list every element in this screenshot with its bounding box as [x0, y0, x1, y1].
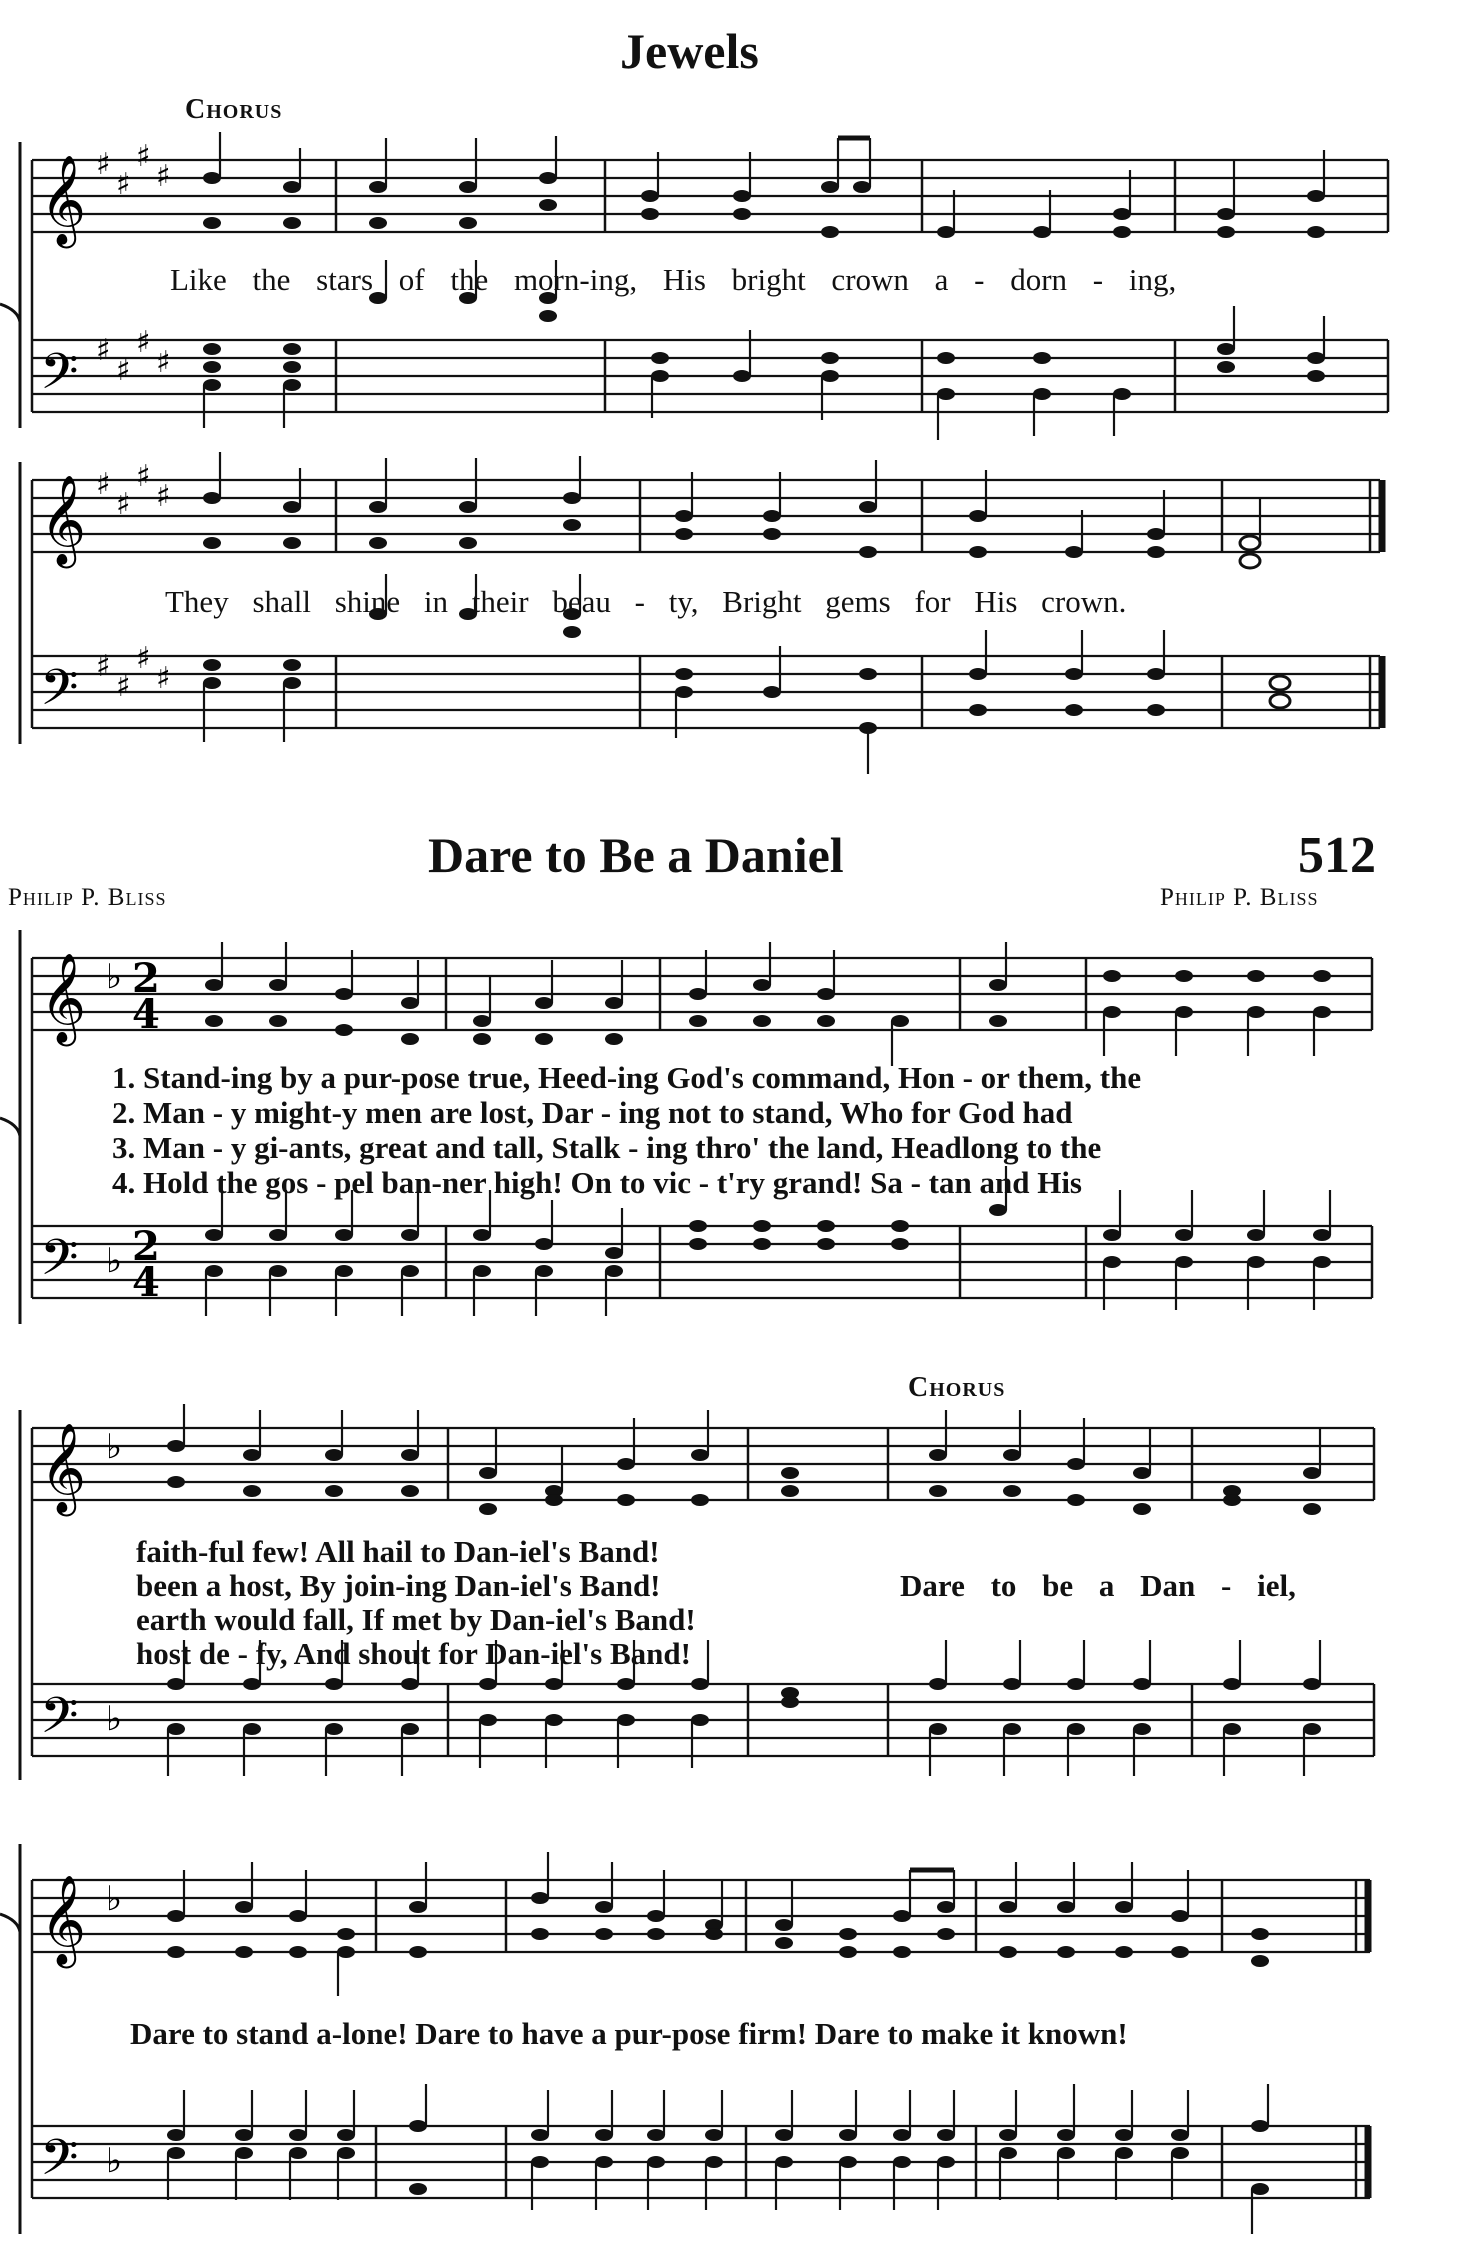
verse-4-line-b: host de - fy, And shout for Dan-iel's Band! — [136, 1636, 691, 1671]
treble-clef-icon: 𝄞 — [40, 1423, 87, 1513]
jewels-lyric-line-1: Like the stars of the morn-ing, His bright crown a - dorn - ing, — [170, 262, 1177, 297]
bass-clef-icon: 𝄢 — [40, 1229, 79, 1299]
key-signature-flat-icon: ♭ — [106, 1241, 123, 1281]
svg-text:♯: ♯ — [96, 333, 111, 368]
verse-2-line-a: 2. Man - y might-y men are lost, Dar - ing not to stand, Who for God had — [112, 1095, 1073, 1130]
chorus-label: Chorus — [185, 94, 283, 125]
hymn-number: 512 — [1298, 827, 1376, 884]
treble-clef-icon: 𝄞 — [40, 1875, 87, 1965]
bass-clef-icon: 𝄢 — [40, 659, 79, 729]
svg-text:♯: ♯ — [156, 479, 171, 514]
key-signature-sharps-icon — [96, 139, 171, 388]
treble-clef-icon: 𝄞 — [40, 953, 87, 1043]
jewels-lyric-line-2: They shall shine in their beau - ty, Bright gems for His crown. — [165, 584, 1127, 619]
svg-text:♯: ♯ — [116, 353, 131, 388]
hymn-title: Jewels — [620, 23, 759, 79]
treble-clef-icon: 𝄞 — [40, 155, 87, 245]
svg-text:♯: ♯ — [156, 159, 171, 194]
bass-notes — [203, 292, 1325, 400]
svg-text:4: 4 — [132, 991, 160, 1038]
svg-text:♯: ♯ — [136, 139, 151, 174]
svg-text:♯: ♯ — [156, 345, 171, 380]
key-signature-flat-icon: ♭ — [106, 1879, 123, 1919]
svg-text:2: 2 — [132, 1223, 160, 1270]
hymn-title: Dare to Be a Daniel — [428, 827, 844, 883]
chorus-label: Chorus — [908, 1372, 1006, 1403]
key-signature-sharps-icon — [96, 459, 171, 704]
verse-1-line-b: faith-ful few! All hail to Dan-iel's Band! — [136, 1534, 660, 1569]
svg-text:4: 4 — [132, 1259, 160, 1306]
bass-clef-icon: 𝄢 — [40, 2129, 79, 2199]
chorus-lyric-line-2: Dare to stand a-lone! Dare to have a pur-pose firm! Dare to make it known! — [130, 2016, 1128, 2051]
words-credit: Philip P. Bliss — [8, 884, 167, 911]
key-signature-flat-icon: ♭ — [106, 2141, 123, 2181]
svg-text:♯: ♯ — [96, 467, 111, 502]
verse-2-line-b: been a host, By join-ing Dan-iel's Band! — [136, 1568, 661, 1603]
svg-text:♯: ♯ — [116, 487, 131, 522]
verse-3-line-b: earth would fall, If met by Dan-iel's Band! — [136, 1602, 696, 1637]
chorus-lyric-line-1: Dare to be a Dan - iel, — [900, 1568, 1296, 1603]
verse-1-line-a: 1. Stand-ing by a pur-pose true, Heed-ing God's command, Hon - or them, the — [112, 1060, 1142, 1095]
svg-text:♯: ♯ — [136, 641, 151, 676]
treble-notes — [203, 172, 1325, 238]
key-signature-flat-icon: ♭ — [106, 1427, 123, 1467]
key-signature-flat-icon: ♭ — [106, 1699, 123, 1739]
svg-text:♯: ♯ — [116, 167, 131, 202]
verse-3-line-a: 3. Man - y gi-ants, great and tall, Stalk - ing thro' the land, Headlong to the — [112, 1130, 1102, 1165]
treble-clef-icon: 𝄞 — [40, 475, 87, 565]
music-credit: Philip P. Bliss — [1160, 884, 1319, 911]
key-signature-flat-icon: ♭ — [106, 957, 123, 997]
svg-text:♯: ♯ — [136, 459, 151, 494]
svg-text:♯: ♯ — [96, 649, 111, 684]
svg-text:♯: ♯ — [96, 147, 111, 182]
svg-text:♯: ♯ — [136, 325, 151, 360]
bass-clef-icon: 𝄢 — [40, 343, 79, 413]
verse-4-line-a: 4. Hold the gos - pel ban-ner high! On to vic - t'ry grand! Sa - tan and His — [112, 1165, 1082, 1200]
svg-text:♯: ♯ — [116, 669, 131, 704]
svg-text:2: 2 — [132, 955, 160, 1002]
bass-clef-icon: 𝄢 — [40, 1687, 79, 1757]
svg-text:♯: ♯ — [156, 661, 171, 696]
